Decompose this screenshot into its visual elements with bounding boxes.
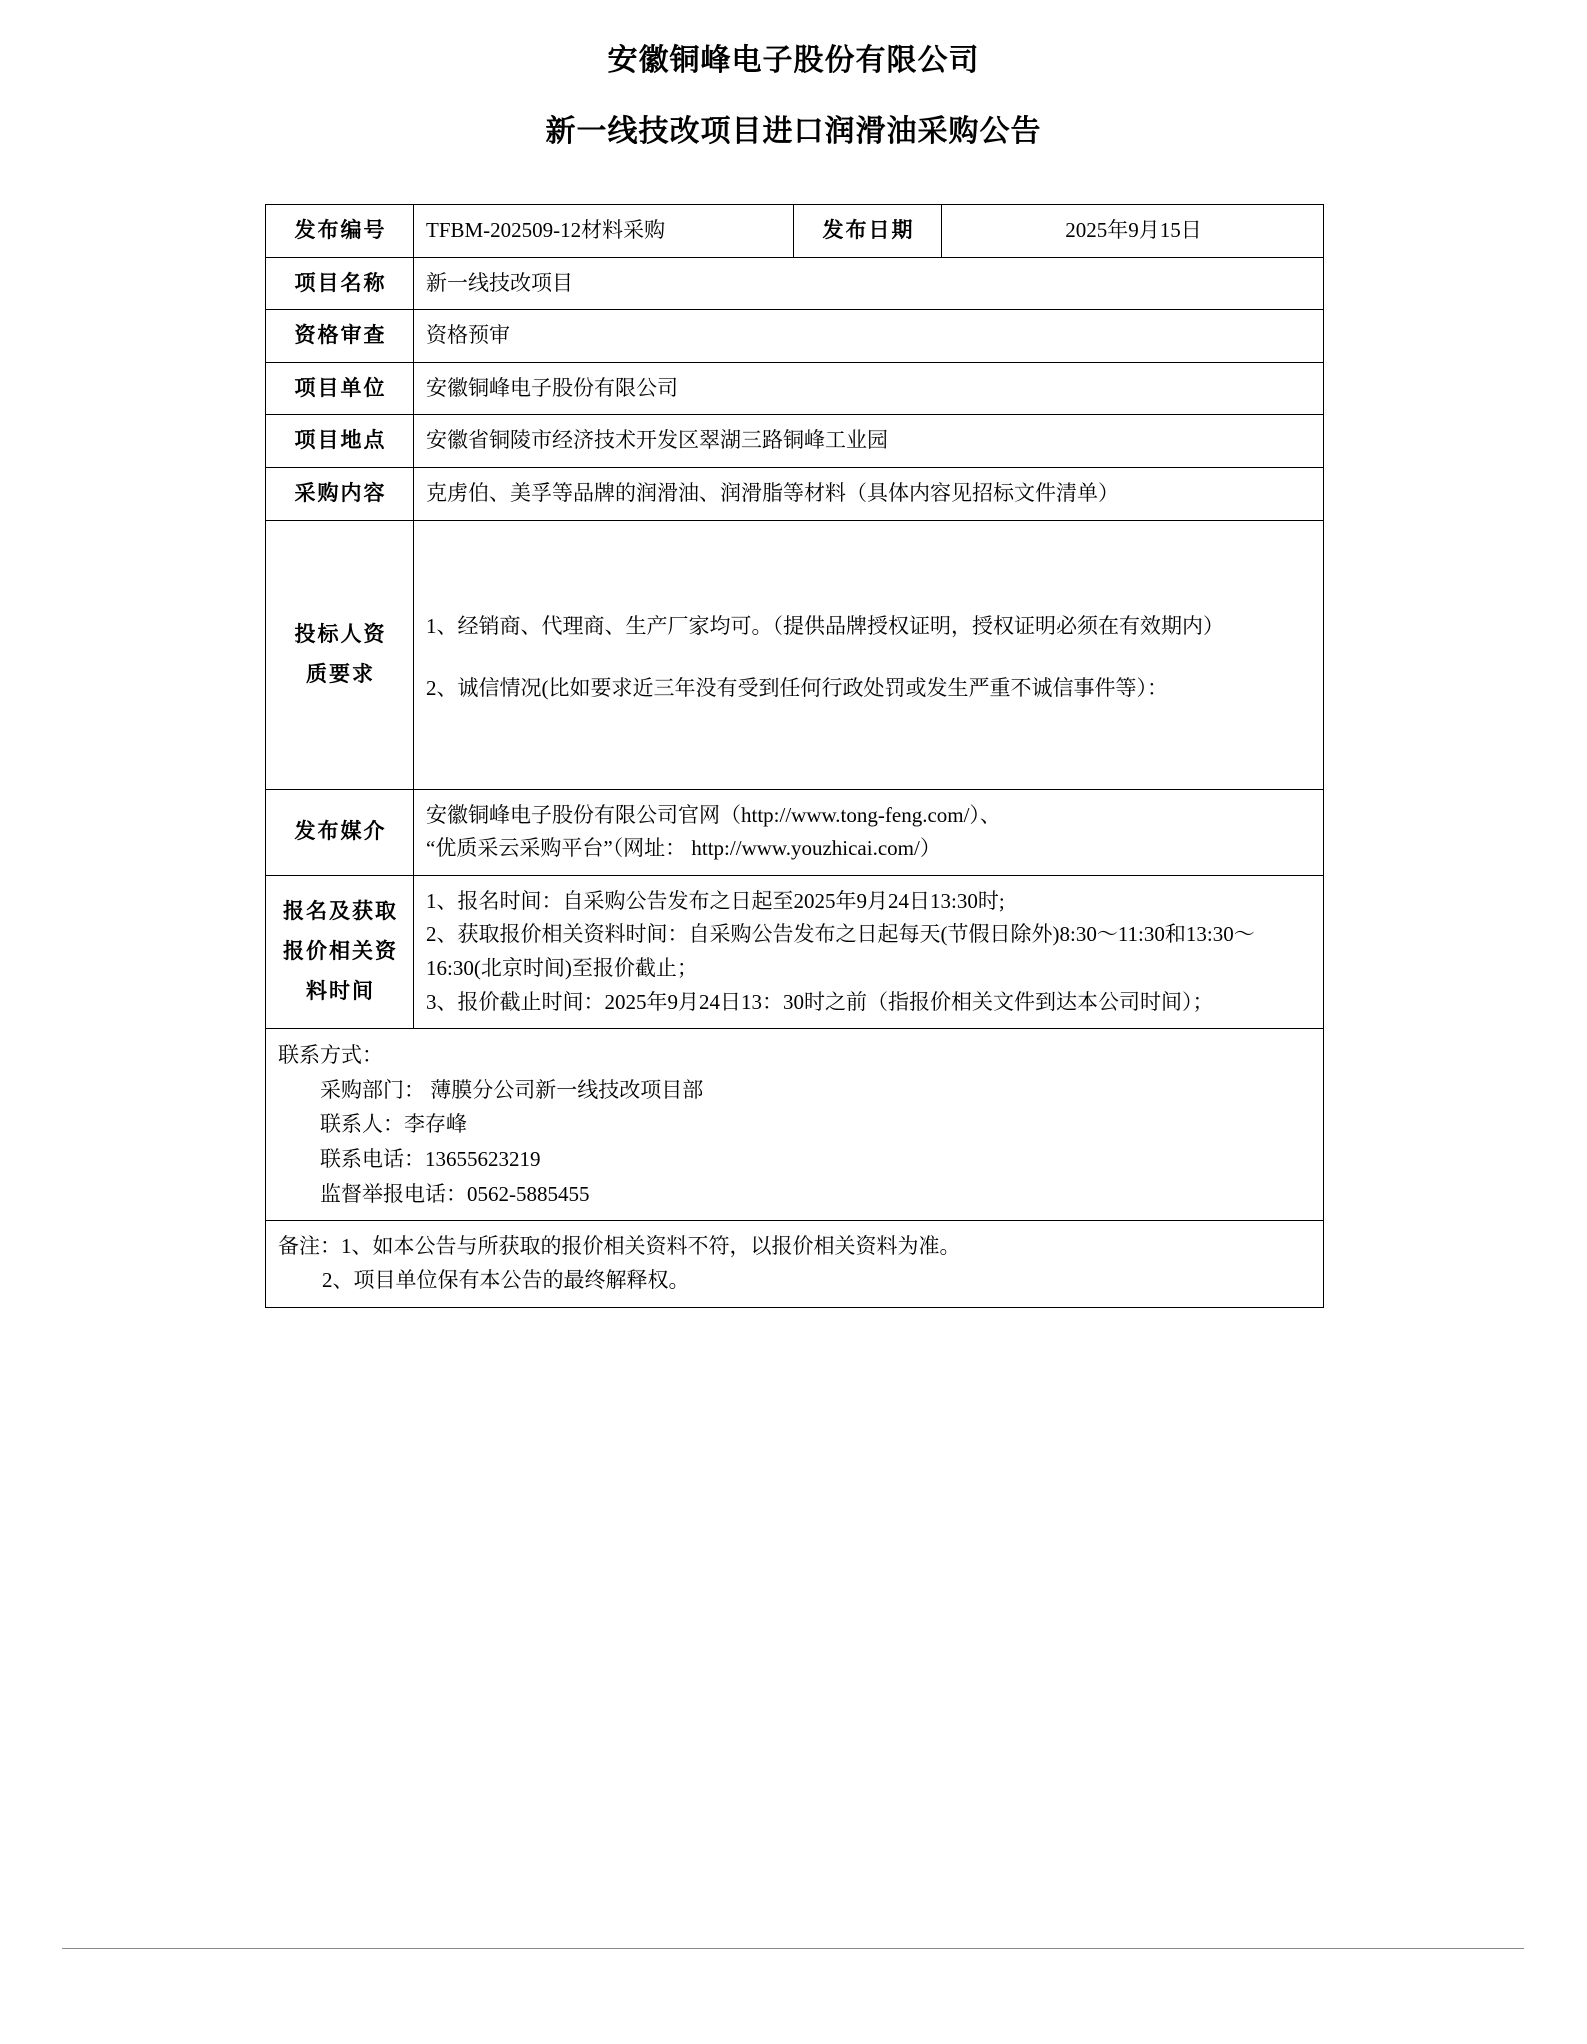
table-row-number <box>266 205 1324 258</box>
table-row-contact <box>266 1029 1324 1221</box>
qualification-item-2-number: 2、 <box>426 675 458 700</box>
registration-item-3: 3、报价截止时间：2025年9月24日13：30时之前（指报价相关文件到达本公司时间）； <box>426 989 1214 1014</box>
value-project-unit: 安徽铜峰电子股份有限公司 <box>414 362 1324 415</box>
label-registration-line2: 报价相关资 <box>283 938 398 963</box>
label-release-media: 发布媒介 <box>266 789 414 875</box>
value-project-name: 新一线技改项目 <box>414 257 1324 310</box>
table-row-bidder-qualification <box>266 520 1324 789</box>
qualification-spacer <box>426 644 1313 672</box>
table-row-qualification-review <box>266 310 1324 363</box>
value-bidder-qualification <box>414 520 1324 789</box>
label-qualification-review: 资格审查 <box>266 310 414 363</box>
contact-supervision-phone: 监督举报电话：0562-5885455 <box>320 1181 590 1206</box>
note-line-1: 备注：1、如本公告与所获取的报价相关资料不符，以报价相关资料为准。 <box>278 1234 961 1259</box>
contact-department: 采购部门： 薄膜分公司新一线技改项目部 <box>320 1077 704 1102</box>
page-title-company: 安徽铜峰电子股份有限公司 <box>607 43 980 78</box>
contact-information <box>266 1029 1324 1221</box>
media-line-2 <box>426 832 1313 866</box>
label-bidder-qualification-line1: 投标人资 <box>294 621 387 646</box>
value-qualification-review: 资格预审 <box>414 310 1324 363</box>
label-project-location: 项目地点 <box>266 415 414 468</box>
contact-phone: 联系电话：13655623219 <box>320 1147 541 1172</box>
value-registration-time <box>414 875 1324 1028</box>
label-purchase-content: 采购内容 <box>266 467 414 520</box>
page-title-subject: 新一线技改项目进口润滑油采购公告 <box>545 114 1042 149</box>
footer-divider <box>62 1948 1524 1949</box>
table-row-notes <box>266 1221 1324 1307</box>
contact-heading: 联系方式： <box>278 1043 383 1068</box>
value-project-location: 安徽省铜陵市经济技术开发区翠湖三路铜峰工业园 <box>414 415 1324 468</box>
value-release-date: 2025年9月15日 <box>942 205 1324 258</box>
table-row-project-unit <box>266 362 1324 415</box>
table-row-media <box>266 789 1324 875</box>
note-line-2: 2、项目单位保有本公告的最终解释权。 <box>322 1267 690 1292</box>
label-registration-line3: 料时间 <box>306 978 375 1003</box>
registration-item-2: 2、获取报价相关资料时间：自采购公告发布之日起每天(节假日除外)8:30～11:30和13:30～16:30(北京时间)至报价截止； <box>426 922 1255 980</box>
table-row-project-name <box>266 257 1324 310</box>
announcement-table <box>265 204 1324 1308</box>
label-project-unit: 项目单位 <box>266 362 414 415</box>
document-title-block <box>0 0 1587 154</box>
qualification-item-1-text: 经销商、代理商、生产厂家均可。（提供品牌授权证明，授权证明必须在有效期内） <box>457 613 1224 638</box>
qualification-item-1-number: 1、 <box>426 613 458 638</box>
value-purchase-content: 克虏伯、美孚等品牌的润滑油、润滑脂等材料（具体内容见招标文件清单） <box>414 467 1324 520</box>
label-bidder-qualification-line2: 质要求 <box>306 661 375 686</box>
qualification-item-2 <box>426 672 1313 706</box>
table-row-registration <box>266 875 1324 1028</box>
registration-item-1: 1、报名时间：自采购公告发布之日起至2025年9月24日13:30时; <box>426 888 1005 913</box>
label-registration-time <box>266 875 414 1028</box>
table-row-project-location <box>266 415 1324 468</box>
media-line-1: 安徽铜峰电子股份有限公司官网（http://www.tong-feng.com/）、 <box>426 802 1001 827</box>
value-release-number: TFBM-202509-12材料采购 <box>414 205 794 258</box>
label-release-number: 发布编号 <box>266 205 414 258</box>
contact-person: 联系人：李存峰 <box>320 1112 467 1137</box>
label-bidder-qualification <box>266 520 414 789</box>
qualification-item-1 <box>426 610 1313 644</box>
media-platform-url: http://www.youzhicai.com/） <box>691 836 941 861</box>
value-release-media <box>414 789 1324 875</box>
label-release-date: 发布日期 <box>794 205 942 258</box>
label-registration-line1: 报名及获取 <box>283 899 398 924</box>
qualification-item-2-text: 诚信情况(比如要求近三年没有受到任何行政处罚或发生严重不诚信事件等）： <box>457 675 1168 700</box>
label-project-name: 项目名称 <box>266 257 414 310</box>
notes-section <box>266 1221 1324 1307</box>
media-platform-name: “优质采云采购平台”（网址： <box>426 836 687 861</box>
table-row-purchase-content <box>266 467 1324 520</box>
